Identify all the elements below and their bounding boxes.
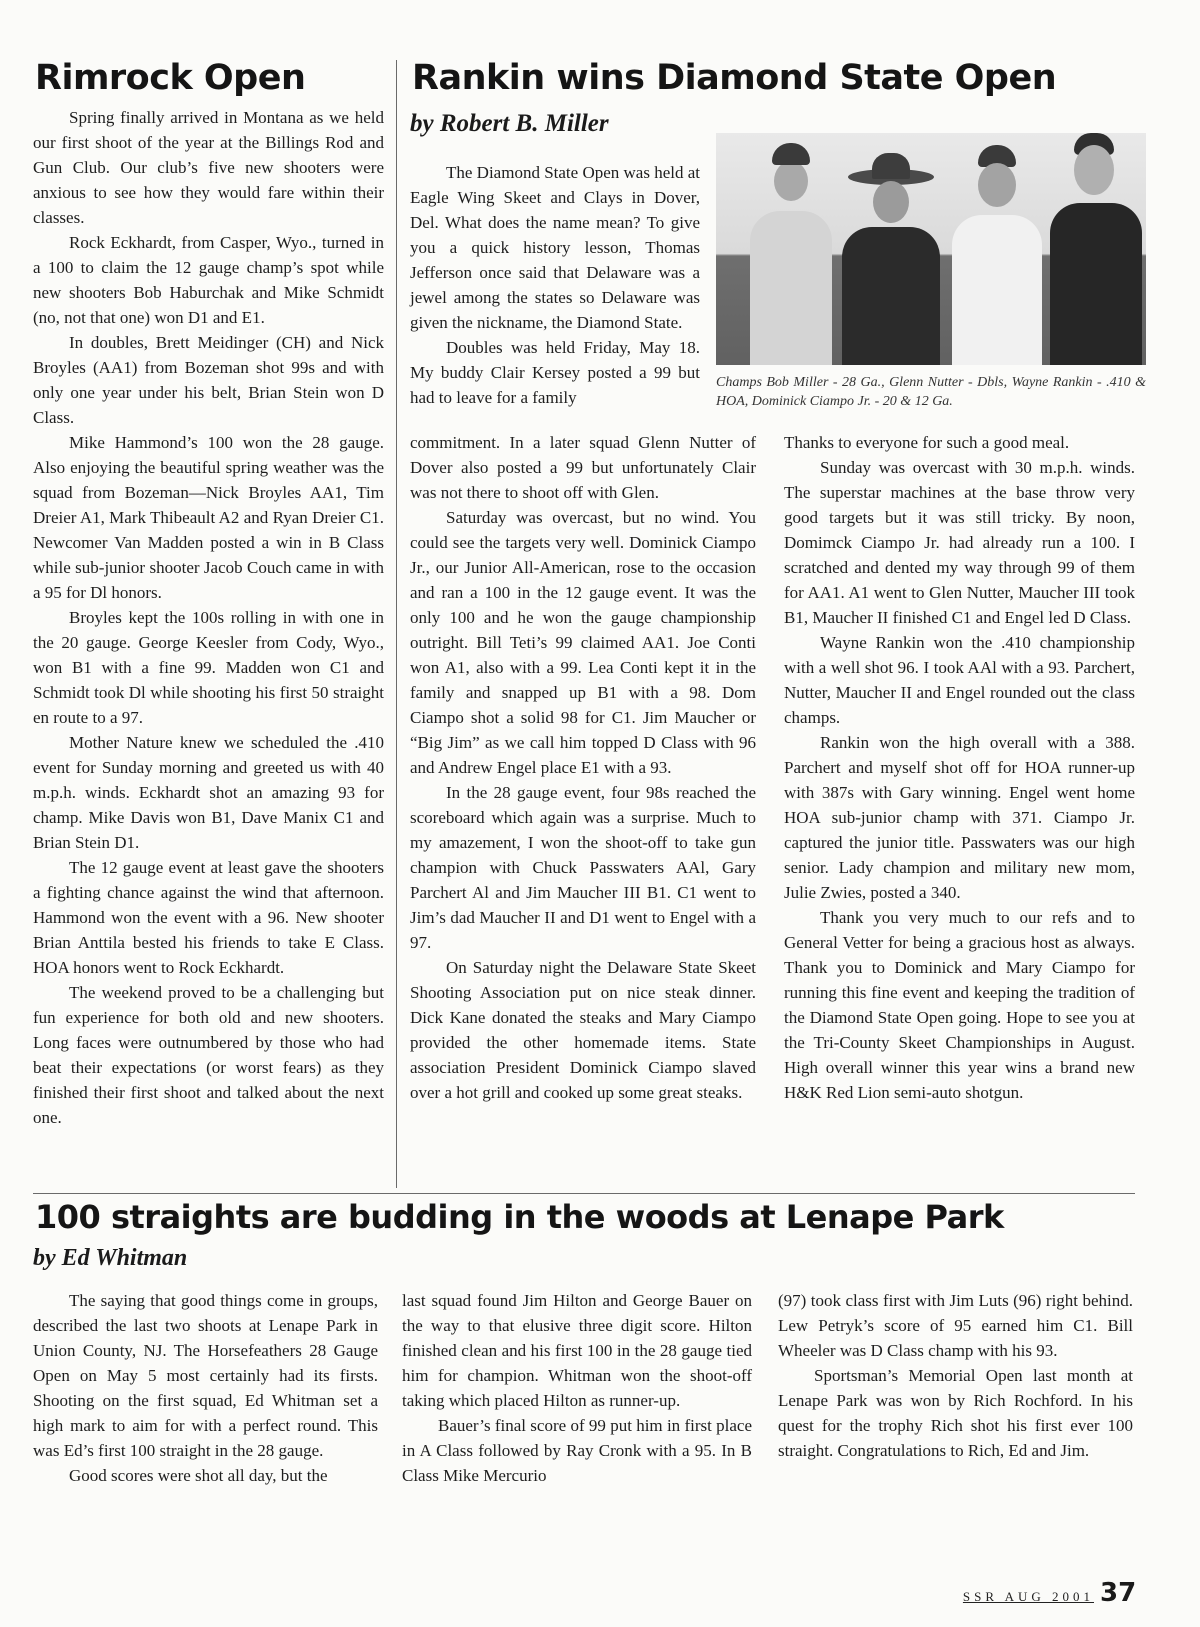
paragraph: Thank you very much to our refs and to General Vetter for being a gracious host as always. Thank you to Dominick and Mary Ciampo for running this fine event and keeping the tradition of the Diamond State Open going. Hope to see you at the Tri-County Skeet Championships in August. High overall winner this year wins a brand new H&K Red Lion semi-auto shotgun. (784, 908, 1135, 1102)
paragraph: Sunday was overcast with 30 m.p.h. winds. The superstar machines at the base throw very good targets but it was still tricky. By noon, Domimck Ciampo Jr. had already run a 100. I scratched and dented my way through 99 of them for AA1. A1 went to Glen Nutter, Maucher III took B1, Maucher II finished C1 and Engel led D Class. (784, 458, 1135, 627)
lenape-col1 (33, 1288, 378, 1488)
rimrock-body (33, 105, 384, 1130)
paragraph: Wayne Rankin won the .410 championship with a well shot 96. I took AAl with a 93. Parchert, Nutter, Maucher II and Engel rounded out the class champs. (784, 633, 1135, 727)
rimrock-title: Rimrock Open (35, 58, 306, 98)
paragraph: In the 28 gauge event, four 98s reached the scoreboard which again was a surprise. Much to my amazement, I won the shoot-off to take gun champion with Chuck Passwaters AAl, Gary Parchert Al and Jim Maucher III B1. C1 went to Jim’s dad Maucher II and D1 went to Engel with a 97. (410, 783, 756, 952)
paragraph: Sportsman’s Memorial Open last month at Lenape Park was won by Rich Rochford. In his quest for the trophy Rich shot his first ever 100 straight. Congratulations to Rich, Ed and Jim. (778, 1366, 1133, 1460)
lenape-col3 (778, 1288, 1133, 1463)
rankin-title: Rankin wins Diamond State Open (412, 58, 1057, 98)
paragraph: In doubles, Brett Meidinger (CH) and Nick Broyles (AA1) from Bozeman shot 99s and with only one year under his belt, Brian Stein won D Class. (33, 333, 384, 427)
paragraph: Bauer’s final score of 99 put him in first place in A Class followed by Ray Cronk with a 95. In B Class Mike Mercurio (402, 1416, 752, 1485)
rankin-col1 (410, 430, 756, 1105)
rankin-byline: by Robert B. Miller (410, 110, 609, 137)
paragraph: The Diamond State Open was held at Eagle Wing Skeet and Clays in Dover, Del. What does the name mean? To give you a quick history lesson, Thomas Jefferson once said that Delaware was a jewel among the states so Delaware was given the nickname, the Diamond State. (410, 163, 700, 332)
paragraph: Broyles kept the 100s rolling in with one in the 20 gauge. George Keesler from Cody, Wyo., won B1 with a fine 99. Madden won C1 and Schmidt took Dl while shooting his first 50 straight en route to a 97. (33, 608, 384, 727)
paragraph: (97) took class first with Jim Luts (96) right behind. Lew Petryk’s score of 95 earned him C1. Bill Wheeler was D Class champ with his 93. (778, 1291, 1133, 1360)
paragraph: Mother Nature knew we scheduled the .410 event for Sunday morning and greeted us with 40 m.p.h. winds. Eckhardt shot an amazing 93 for champ. Mike Davis won B1, Dave Manix C1 and Brian Stein D1. (33, 733, 384, 852)
section-divider (33, 1193, 1135, 1194)
champions-photo (716, 133, 1146, 365)
paragraph: last squad found Jim Hilton and George Bauer on the way to that elusive three digit score. Hilton finished clean and his first 100 in the 28 gauge tied him for champion. Whitman won the shoot-off taking which placed Hilton as runner-up. (402, 1291, 752, 1410)
paragraph: commitment. In a later squad Glenn Nutter of Dover also posted a 99 but unfortunately Clair was not there to shoot off with Glen. (410, 433, 756, 502)
lenape-byline: by Ed Whitman (33, 1245, 188, 1271)
paragraph: On Saturday night the Delaware State Skeet Shooting Association put on nice steak dinner. Dick Kane donated the steaks and Mary Ciampo provided the other homemade items. State association President Dominick Ciampo slaved over a hot grill and cooked up some great steaks. (410, 958, 756, 1102)
lenape-col2 (402, 1288, 752, 1488)
paragraph: Mike Hammond’s 100 won the 28 gauge. Also enjoying the beautiful spring weather was the squad from Bozeman—Nick Broyles AA1, Tim Dreier A1, Mark Thibeault A2 and Ryan Dreier C1. Newcomer Van Madden posted a win in B Class while sub-junior shooter Jacob Couch came in with a 95 for Dl honors. (33, 433, 384, 602)
column-divider (396, 60, 397, 1188)
issue-label: SSR AUG 2001 (962, 1589, 1094, 1604)
page-number: 37 (1100, 1578, 1137, 1608)
paragraph: The weekend proved to be a challenging but fun experience for both old and new shooters. Long faces were outnumbered by those who had beat their expectations (or worst fears) as they finished their first shoot and talked about the next one. (33, 983, 384, 1127)
photo-caption: Champs Bob Miller - 28 Ga., Glenn Nutter - Dbls, Wayne Rankin - .410 & HOA, Dominick Ciampo Jr. - 20 & 12 Ga. (716, 375, 1146, 409)
paragraph: Rock Eckhardt, from Casper, Wyo., turned in a 100 to claim the 12 gauge champ’s spot while new shooters Bob Haburchak and Mike Schmidt (no, not that one) won D1 and E1. (33, 233, 384, 327)
paragraph: Doubles was held Friday, May 18. My buddy Clair Kersey posted a 99 but had to leave for a family (410, 338, 700, 407)
paragraph: The saying that good things come in groups, described the last two shoots at Lenape Park in Union County, NJ. The Horsefeathers 28 Gauge Open on May 5 most certainly had its firsts. Shooting on the first squad, Ed Whitman set a high mark to aim for with a perfect round. This was Ed’s first 100 straight in the 28 gauge. (33, 1291, 378, 1460)
paragraph: Rankin won the high overall with a 388. Parchert and myself shot off for HOA runner-up with 387s with Gary winning. Engel went home HOA sub-junior champ with 371. Ciampo Jr. captured the junior title. Passwaters was our high senior. Lady champion and military new mom, Julie Zwies, posted a 340. (784, 733, 1135, 902)
lenape-title: 100 straights are budding in the woods at Lenape Park (35, 1198, 1004, 1236)
footer-label-wrap (934, 1588, 1094, 1606)
paragraph: Good scores were shot all day, but the (69, 1466, 328, 1485)
paragraph: Spring finally arrived in Montana as we held our first shoot of the year at the Billings Rod and Gun Club. Our club’s five new shooters were anxious to see how they would fare within their classes. (33, 108, 384, 227)
rankin-intro (410, 160, 700, 410)
paragraph: Saturday was overcast, but no wind. You could see the targets very well. Dominick Ciampo Jr., our Junior All-American, rose to the occasion and ran a 100 in the 12 gauge event. It was the only 100 and he won the gauge championship outright. Bill Teti’s 99 claimed AA1. Joe Conti won A1, also with a 99. Lea Conti kept it in the family and snapped up B1 with a 98. Dom Ciampo shot a solid 98 for C1. Jim Maucher or “Big Jim” as we call him topped D Class with 96 and Andrew Engel place E1 with a 93. (410, 508, 756, 777)
rankin-col2 (784, 430, 1135, 1105)
paragraph: The 12 gauge event at least gave the shooters a fighting chance against the wind that afternoon. Hammond won the event with a 96. New shooter Brian Anttila bested his friends to take E Class. HOA honors went to Rock Eckhardt. (33, 858, 384, 977)
paragraph: Thanks to everyone for such a good meal. (784, 433, 1070, 452)
